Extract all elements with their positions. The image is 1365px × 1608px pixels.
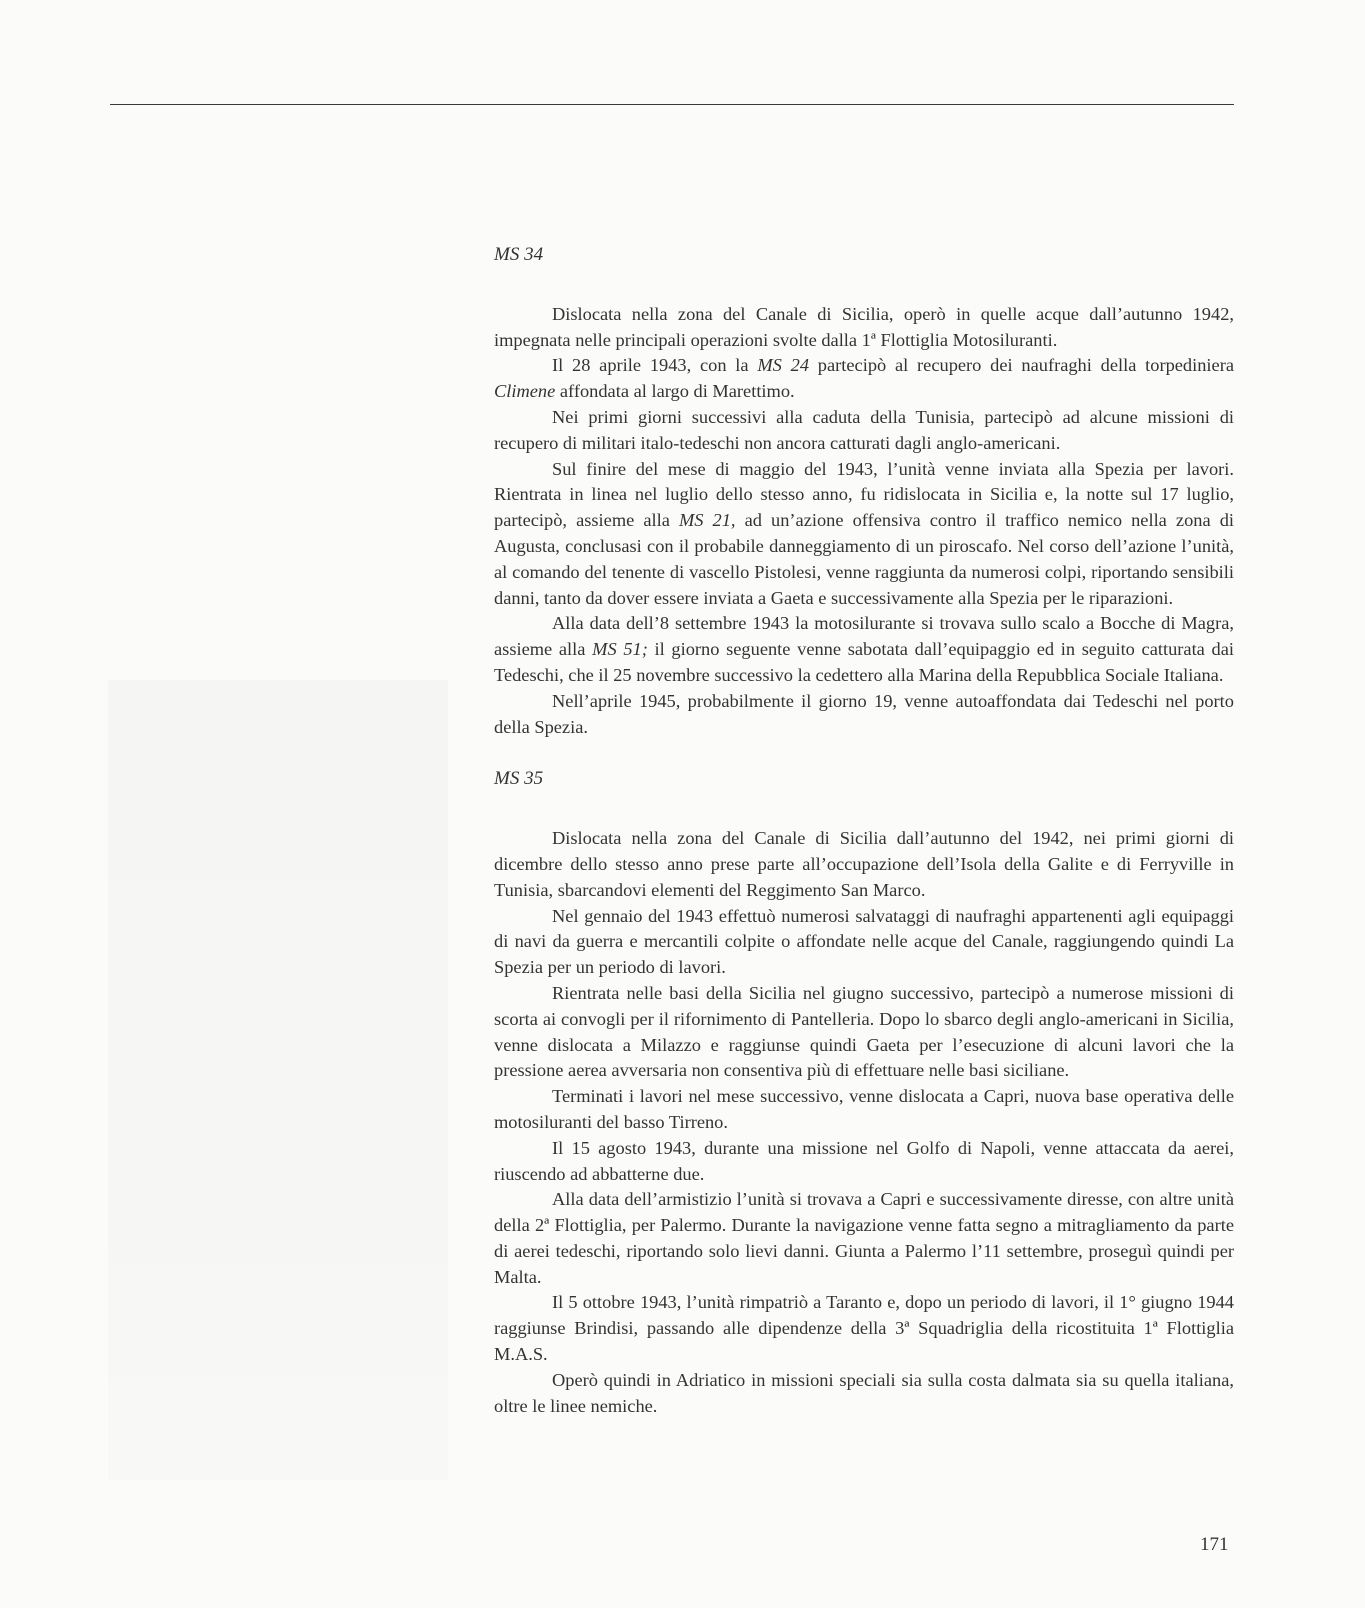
paragraph: Alla data dell’armistizio l’unità si trovava a Capri e successivamente diresse, con altre unità della 2ª Flottiglia, per Palermo. Durante la navigazione venne fatta segno a mitragliamento da parte di aerei tedeschi, riportando solo lievi danni. Giunta a Palermo l’11 settembre, proseguì quindi per Malta.: [494, 1189, 1234, 1287]
paragraph: Operò quindi in Adriatico in missioni speciali sia sulla costa dalmata sia su quella italiana, oltre le linee nemiche.: [494, 1369, 1234, 1416]
italic-name: MS 24: [757, 355, 810, 376]
page-body: [494, 242, 1234, 1419]
paragraph: Sul finire del mese di maggio del 1943, l’unità venne inviata alla Spezia per lavori. Rientrata in linea nel luglio dello stesso anno, fu ridislocata in Sicilia e, la notte sul 17 luglio, partecipò, assieme alla MS 21, ad un’azione offensiva contro il traffico nemico nella zona di Augusta, conclusasi con il probabile danneggiamento di un piroscafo. Nel corso dell’azione l’unità, al comando del tenente di vascello Pistolesi, venne raggiunta da numerosi colpi, riportando sensibili danni, tanto da dover essere inviata a Gaeta e successivamente alla Spezia per le riparazioni.: [494, 458, 1234, 608]
page-number: 171: [1200, 1534, 1229, 1555]
paragraph: Alla data dell’8 settembre 1943 la motosilurante si trovava sullo scalo a Bocche di Magra, assieme alla MS 51; il giorno seguente venne sabotata dall’equipaggio ed in seguito catturata dai Tedeschi, che il 25 novembre successivo la cedettero alla Marina della Repubblica Sociale Italiana.: [494, 613, 1234, 685]
paragraph: Il 5 ottobre 1943, l’unità rimpatriò a Taranto e, dopo un periodo di lavori, il 1° giugno 1944 raggiunse Brindisi, passando alle dipendenze della 3ª Squadriglia della ricostituita 1ª Flottiglia M.A.S.: [494, 1292, 1234, 1365]
paragraph: Il 28 aprile 1943, con la MS 24 partecipò al recupero dei naufraghi della torpediniera Climene affondata al largo di Marettimo.: [494, 355, 1234, 402]
margin-shading: [108, 680, 448, 1480]
paragraph: Il 15 agosto 1943, durante una missione nel Golfo di Napoli, venne attaccata da aerei, riuscendo ad abbatterne due.: [494, 1137, 1234, 1184]
paragraph: Terminati i lavori nel mese successivo, venne dislocata a Capri, nuova base operativa delle motosiluranti del basso Tirreno.: [494, 1086, 1234, 1132]
paragraph: Nell’aprile 1945, probabilmente il giorno 19, venne autoaffondata dai Tedeschi nel porto della Spezia.: [494, 690, 1234, 737]
italic-name: MS 51;: [592, 639, 648, 660]
paragraph: Nei primi giorni successivi alla caduta della Tunisia, partecipò ad alcune missioni di recupero di militari italo-tedeschi non ancora catturati dagli anglo-americani.: [494, 406, 1234, 453]
section-heading-ms35: MS 35: [494, 768, 544, 790]
paragraph: Rientrata nelle basi della Sicilia nel giugno successivo, partecipò a numerose missioni di scorta ai convogli per il rifornimento di Pantelleria. Dopo lo sbarco degli anglo-americani in Sicilia, venne dislocata a Milazzo e raggiunse quindi Gaeta per l’esecuzione di alcuni lavori che la pressione aerea avversaria non consentiva più di effettuare nelle basi siciliane.: [494, 982, 1234, 1081]
paragraph: Dislocata nella zona del Canale di Sicilia dall’autunno del 1942, nei primi giorni di dicembre dello stesso anno prese parte all’occupazione dell’Isola della Galite e di Ferryville in Tunisia, sbarcandovi elementi del Reggimento San Marco.: [494, 828, 1234, 900]
paragraph: Dislocata nella zona del Canale di Sicilia, operò in quelle acque dall’autunno 1942, impegnata nelle principali operazioni svolte dalla 1ª Flottiglia Motosiluranti.: [494, 303, 1234, 350]
italic-name: Climene: [494, 381, 556, 402]
section-heading-ms34: MS 34: [494, 244, 544, 265]
italic-name: MS 21,: [678, 510, 736, 531]
paragraph: Nel gennaio del 1943 effettuò numerosi salvataggi di naufraghi appartenenti agli equipaggi di navi da guerra e mercantili colpite o affondate nelle acque del Canale, raggiungendo quindi La Spezia per un periodo di lavori.: [494, 905, 1234, 978]
header-rule: [110, 104, 1234, 105]
